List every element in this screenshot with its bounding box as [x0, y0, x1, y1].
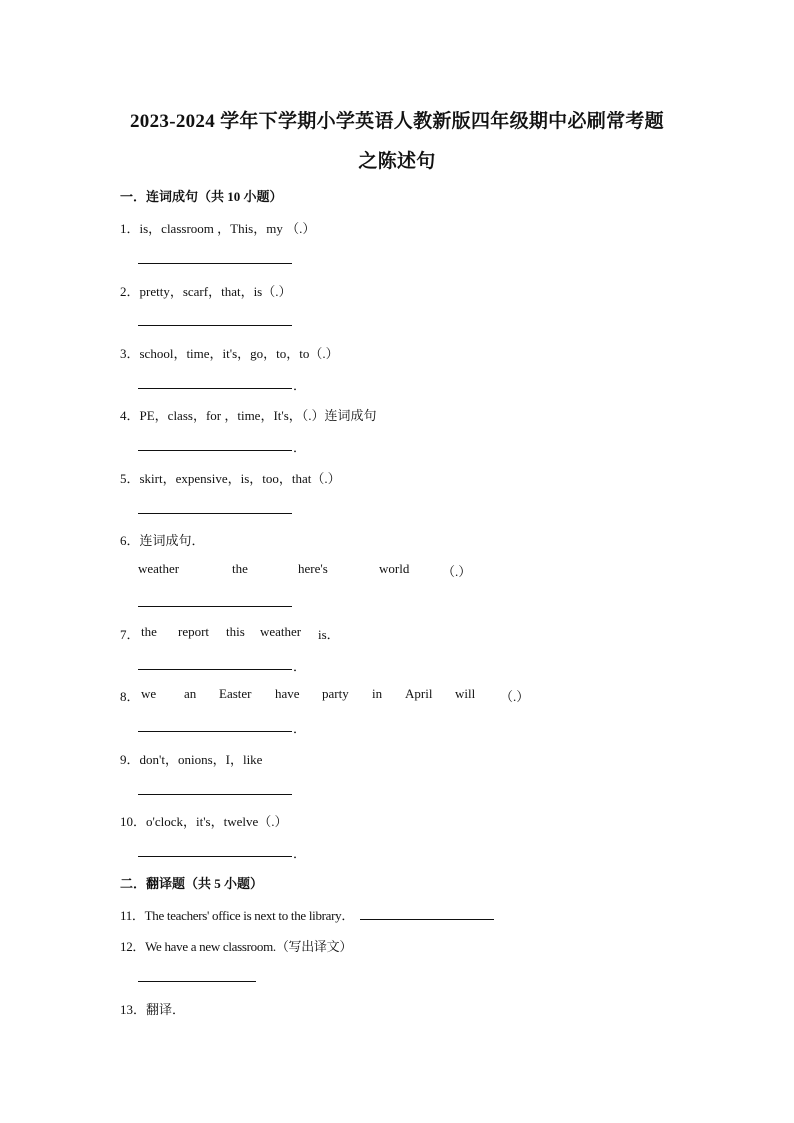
page-title: 2023-2024 学年下学期小学英语人教新版四年级期中必刷常考题 [130, 111, 664, 132]
question-12: 12．We have a new classroom.（写出译文） [120, 939, 353, 954]
answer-line-11[interactable] [360, 907, 494, 920]
question-1: 1．is，classroom ，This，my （.） [120, 221, 316, 236]
question-13: 13．翻译． [120, 1002, 186, 1017]
section-heading-2: 二．翻译题（共 5 小题） [120, 876, 264, 891]
answer-line-10[interactable] [138, 856, 292, 857]
word-6-5: （.） [442, 564, 472, 579]
word-6-2: the [232, 561, 248, 576]
question-4: 4．PE，class，for ，time，It's，（.）连词成句 [120, 408, 377, 423]
answer-period-3: ． [293, 378, 307, 393]
question-6: 6．连词成句． [120, 533, 205, 548]
word-8-5: party [322, 686, 349, 701]
word-8-2: an [184, 686, 197, 701]
question-5: 5．skirt，expensive，is，too，that（.） [120, 471, 341, 486]
answer-period-10: ． [293, 846, 307, 861]
answer-period-7: ． [293, 659, 307, 674]
question-9: 9．don't，onions，I，like [120, 752, 263, 767]
word-8-1: we [141, 686, 157, 701]
word-6-3: here's [298, 561, 328, 576]
question-8-number: 8． [120, 689, 140, 704]
page-subtitle: 之陈述句 [358, 151, 436, 172]
word-8-9: （.） [500, 689, 530, 704]
answer-line-7[interactable] [138, 669, 292, 670]
word-8-4: have [275, 686, 300, 701]
answer-period-8: ． [293, 721, 307, 736]
answer-line-9[interactable] [138, 794, 292, 795]
answer-line-12[interactable] [138, 981, 256, 982]
word-6-1: weather [138, 561, 180, 576]
word-8-8: will [455, 686, 476, 701]
answer-line-2[interactable] [138, 325, 292, 326]
question-10: 10．o'clock，it's，twelve（.） [120, 814, 288, 829]
question-3: 3．school，time，it's，go，to，to（.） [120, 346, 339, 361]
word-7-1: the [141, 624, 157, 639]
question-7-number: 7． [120, 627, 140, 642]
answer-line-1[interactable] [138, 263, 292, 264]
word-8-6: in [372, 686, 383, 701]
word-7-4: weather [260, 624, 302, 639]
word-7-3: this [226, 624, 245, 639]
section-heading-1: 一．连词成句（共 10 小题） [120, 189, 283, 204]
word-6-4: world [379, 561, 410, 576]
word-8-3: Easter [219, 686, 252, 701]
answer-line-3[interactable] [138, 388, 292, 389]
question-11-text: 11．The teachers' office is next to the library． [120, 908, 355, 923]
question-11 [120, 905, 494, 924]
question-2: 2．pretty，scarf，that，is（.） [120, 284, 292, 299]
word-7-2: report [178, 624, 210, 639]
answer-period-4: ． [293, 440, 307, 455]
answer-line-5[interactable] [138, 513, 292, 514]
answer-line-4[interactable] [138, 450, 292, 451]
answer-line-6[interactable] [138, 606, 292, 607]
word-8-7: April [405, 686, 433, 701]
word-7-5: is． [318, 627, 340, 642]
answer-line-8[interactable] [138, 731, 292, 732]
